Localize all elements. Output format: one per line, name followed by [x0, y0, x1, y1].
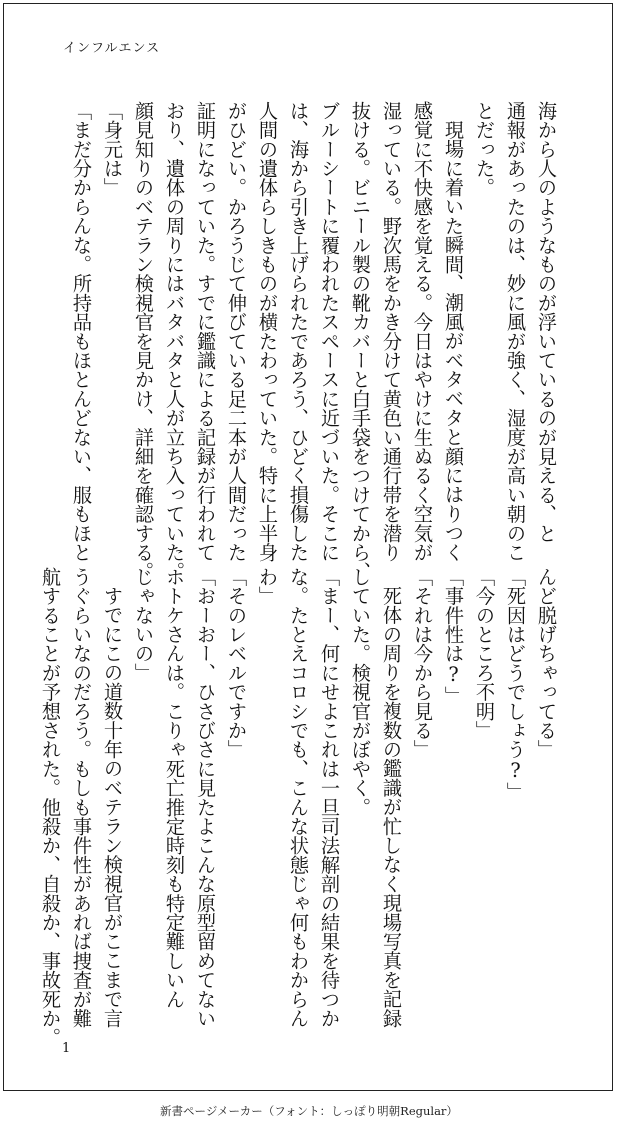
text-line: 通報があったのは、妙に風が強く、湿度が高い朝のこ	[504, 101, 527, 562]
text-line: な。たとえコロシでも、こんな状態じゃ何もわからん	[287, 567, 310, 1028]
book-page	[3, 3, 613, 1091]
text-block-bottom	[39, 567, 562, 1047]
text-line: 「身元は」	[101, 101, 124, 197]
text-line: 湿っている。野次馬をかき分けて黄色い通行帯を潜り	[380, 101, 403, 562]
text-line: おり、遺体の周りにはバタバタと人が立ち入っていた。	[163, 101, 186, 581]
text-line: は、海から引き上げられたであろう、ひどく損傷した	[287, 101, 310, 562]
text-line: 現場に着いた瞬間、潮風がベタベタと顔にはりつく	[442, 120, 465, 562]
text-line: 「まだ分からんな。所持品もほとんどない、服もほと	[70, 101, 93, 562]
text-line: ブルーシートに覆われたスペースに近づいた。そこに	[318, 101, 341, 562]
text-line: 「おーおー、ひさびさに見たよこんな原型留めてない	[194, 567, 217, 1028]
text-line: 死体の周りを複数の鑑識が忙しなく現場写真を記録	[380, 586, 403, 1028]
text-line: 「今のところ不明」	[473, 567, 496, 740]
text-line: 航することが予想された。他殺か、自殺か、事故死か。	[39, 567, 62, 1047]
text-line: ホトケさんは。こりゃ死亡推定時刻も特定難しいん	[163, 567, 186, 1009]
text-line: とだった。	[473, 101, 496, 197]
page-number: 1	[62, 1041, 71, 1056]
text-line: わ」	[256, 567, 279, 606]
footer-credit: 新書ページメーカー（フォント：しっぽり明朝Regular）	[160, 1104, 458, 1118]
text-line: していた。検視官がぼやく。	[349, 567, 372, 817]
text-line: 「死因はどうでしょう?」	[504, 567, 527, 802]
text-line: 「まー、何にせよこれは一旦司法解剖の結果を待つか	[318, 567, 341, 1028]
text-line: 人間の遺体らしきものが横たわっていた。特に上半身	[256, 101, 279, 562]
text-line: 「事件性は?」	[442, 567, 465, 706]
text-line: うぐらいなのだろう。もしも事件性があれば捜査が難	[70, 567, 93, 1028]
text-line: 「そのレベルですか」	[225, 567, 248, 759]
text-line: んど脱げちゃってる」	[535, 567, 558, 759]
text-line: 感覚に不快感を覚える。今日はやけに生ぬるく空気が	[411, 101, 434, 562]
text-line: じゃないの」	[132, 567, 155, 683]
text-line: 「それは今から見る」	[411, 567, 434, 759]
text-line: 顔見知りのベテラン検視官を見かけ、詳細を確認する。	[132, 101, 155, 581]
text-line: 抜ける。ビニール製の靴カバーと白手袋をつけてから、	[349, 101, 372, 581]
text-line: 証明になっていた。すでに鑑識による記録が行われて	[194, 101, 217, 562]
text-line: 海から人のようなものが浮いているのが見える、と	[535, 101, 558, 543]
running-title: インフルエンス	[63, 41, 161, 56]
text-line: がひどい。かろうじて伸びている足二本が人間だった	[225, 101, 248, 562]
text-line: すでにこの道数十年のベテラン検視官がここまで言	[101, 586, 124, 1028]
text-block-top	[62, 101, 562, 581]
